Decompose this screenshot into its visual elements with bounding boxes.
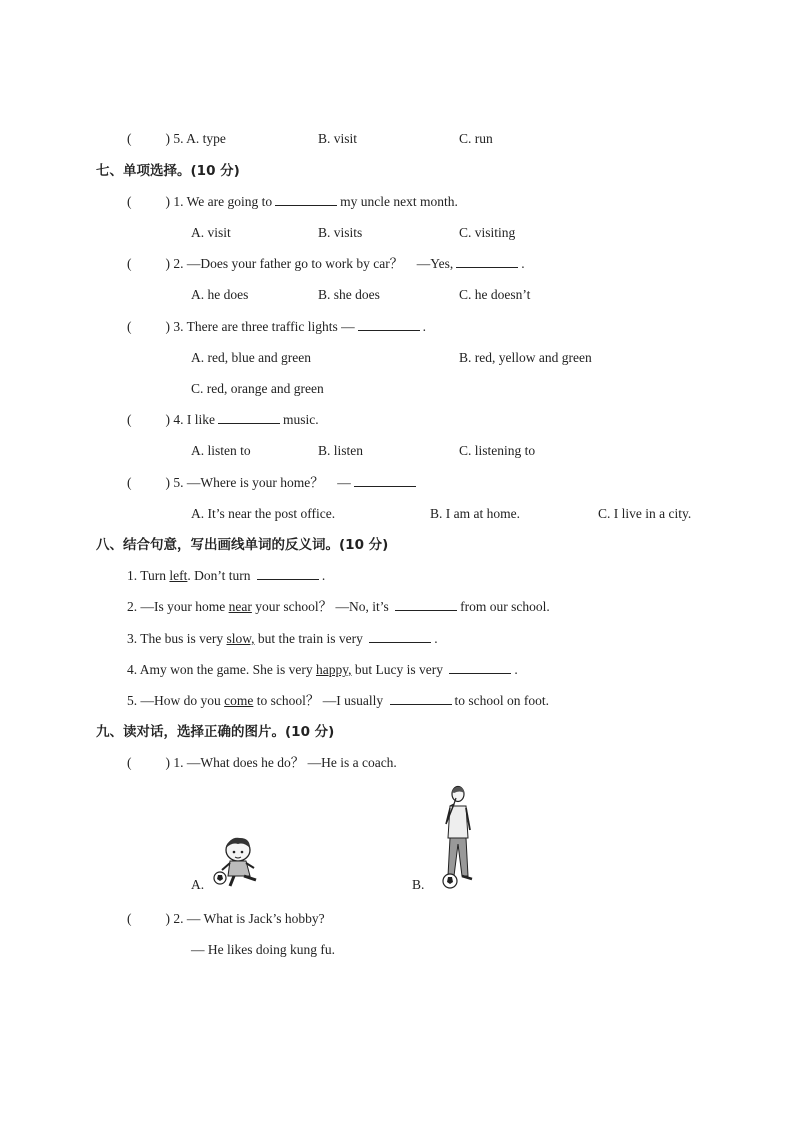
underlined-word: happy,: [315, 662, 352, 677]
answer-blank[interactable]: [275, 193, 337, 206]
text: your school？ —No, it’s: [255, 599, 389, 614]
question-7-2: [127, 255, 525, 273]
option-a: A. he does: [191, 287, 249, 302]
answer-prefix: —: [337, 475, 351, 490]
option-a: A. It’s near the post office.: [191, 506, 336, 521]
answer-blank[interactable]: [390, 692, 452, 705]
question-7-3: [127, 318, 426, 336]
option-b: B. I am at home.: [430, 506, 520, 521]
answer-blank[interactable]: [395, 598, 457, 611]
underlined-word: slow,: [226, 631, 255, 646]
option-a-label: A.: [191, 877, 205, 892]
answer-blank[interactable]: [257, 567, 319, 580]
option-a: A. visit: [191, 225, 231, 240]
option-c: C. I live in a city.: [598, 506, 692, 521]
answer-blank[interactable]: [456, 255, 518, 268]
option-b: B. visit: [318, 131, 358, 146]
text: but Lucy is very: [354, 662, 443, 677]
question-prev-5: [127, 130, 226, 148]
question-9-2: [127, 910, 325, 928]
question-text: ) 2. —Does your father go to work by car？: [165, 256, 404, 271]
answer-prefix: —Yes,: [416, 256, 454, 271]
question-7-5: [127, 474, 419, 492]
underlined-word: left: [169, 568, 188, 583]
text: 5. —How do you: [127, 693, 221, 708]
boy-playing-football-picture[interactable]: [208, 832, 270, 892]
question-text: ) 5. —Where is your home？: [165, 475, 324, 490]
text: to school？ —I usually: [256, 693, 384, 708]
option-a: A. red, blue and green: [191, 350, 311, 365]
question-text: ) 1. We are going to: [165, 194, 273, 209]
paren: (: [127, 911, 132, 926]
paren: (: [127, 412, 132, 427]
question-text: ) 1. —What does he do？ —He is a coach.: [165, 755, 397, 770]
text: 3. The bus is very: [127, 631, 224, 646]
option-c: C. run: [459, 131, 493, 146]
question-8-2: [127, 598, 550, 616]
section-8-title: 八、结合句意，写出画线单词的反义词。(10 分): [96, 537, 389, 553]
underlined-word: come: [224, 693, 254, 708]
question-tail: music.: [283, 412, 319, 427]
question-9-1: [127, 754, 397, 772]
period: .: [521, 256, 525, 271]
text: 2. —Is your home: [127, 599, 226, 614]
question-text: ) 2. — What is Jack’s hobby?: [165, 911, 325, 926]
text: but the train is very: [257, 631, 363, 646]
option-b: B. red, yellow and green: [459, 350, 592, 365]
text: 1. Turn: [127, 568, 167, 583]
paren: (: [127, 194, 132, 209]
answer-blank[interactable]: [218, 411, 280, 424]
question-text: ) 5. A. type: [165, 131, 226, 146]
question-8-3: [127, 630, 438, 648]
question-tail: my uncle next month.: [340, 194, 458, 209]
section-7-title: 七、单项选择。(10 分): [96, 163, 240, 179]
text: from our school.: [460, 599, 550, 614]
question-text: ) 4. I like: [165, 412, 215, 427]
period: .: [434, 631, 438, 646]
paren: (: [127, 319, 132, 334]
option-c: C. he doesn’t: [459, 287, 531, 302]
section-9-title: 九、读对话，选择正确的图片。(10 分): [96, 724, 335, 740]
option-a: A. listen to: [191, 443, 251, 458]
coach-with-football-picture[interactable]: [436, 784, 480, 892]
underlined-word: near: [228, 599, 252, 614]
period: .: [321, 568, 326, 583]
answer-blank[interactable]: [358, 318, 420, 331]
paren: (: [127, 256, 132, 271]
option-c: C. listening to: [459, 443, 536, 458]
option-b: B. she does: [318, 287, 380, 302]
answer-blank[interactable]: [449, 661, 511, 674]
paren: (: [127, 131, 132, 146]
option-b: B. listen: [318, 443, 364, 458]
question-7-1: [127, 193, 458, 211]
option-c: C. red, orange and green: [191, 381, 324, 396]
text: 4. Amy won the game. She is very: [127, 662, 313, 677]
option-b-label: B.: [412, 877, 425, 892]
paren: (: [127, 475, 132, 490]
answer-blank[interactable]: [369, 630, 431, 643]
option-b: B. visits: [318, 225, 363, 240]
question-7-4: [127, 411, 319, 429]
text: to school on foot.: [454, 693, 549, 708]
text: . Don’t turn: [187, 568, 251, 583]
question-8-1: [127, 567, 325, 585]
period: .: [514, 662, 518, 677]
question-9-2-answer: — He likes doing kung fu.: [191, 942, 335, 957]
option-c: C. visiting: [459, 225, 516, 240]
paren: (: [127, 755, 132, 770]
period: .: [422, 319, 427, 334]
question-8-4: [127, 661, 518, 679]
question-text: ) 3. There are three traffic lights —: [165, 319, 355, 334]
answer-blank[interactable]: [354, 474, 416, 487]
question-8-5: [127, 692, 549, 710]
